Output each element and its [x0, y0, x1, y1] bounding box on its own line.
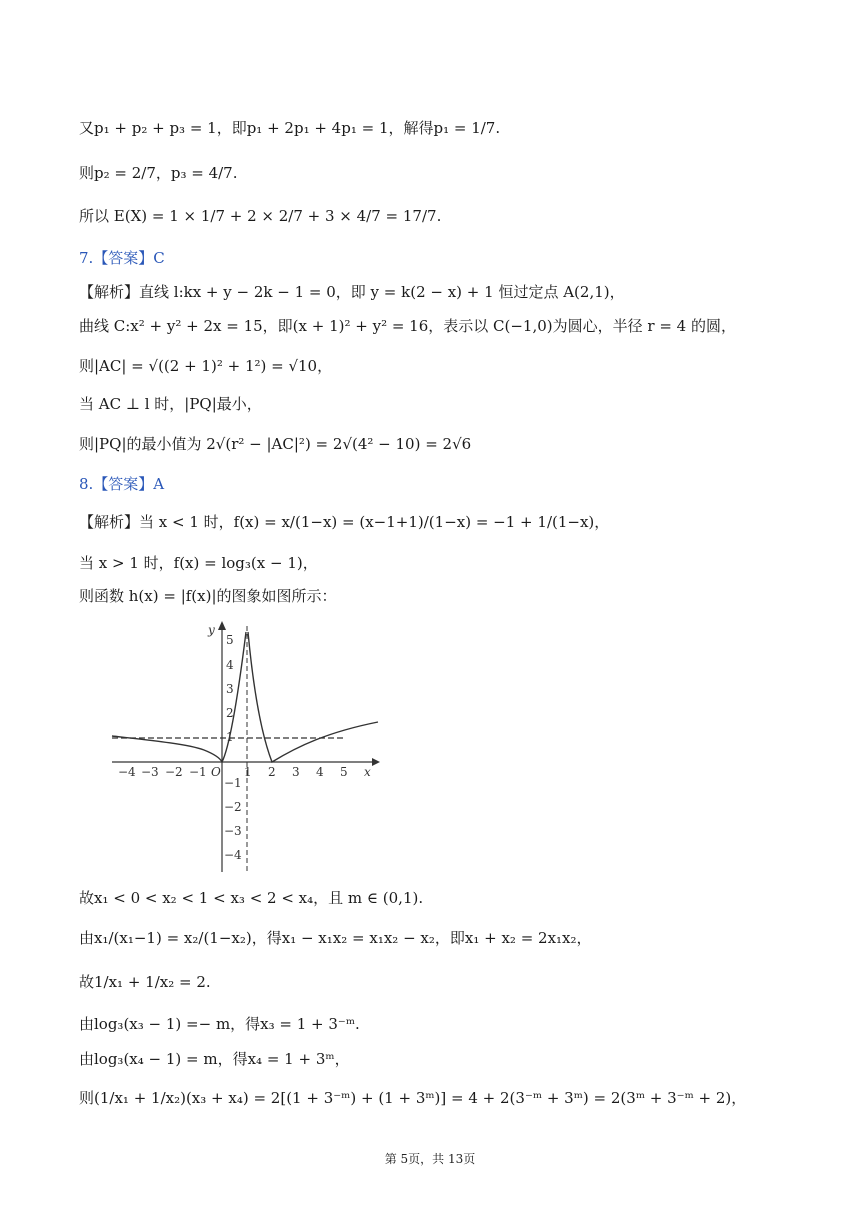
text-line-11: 【解析】当 x < 1 时，f(x) = x/(1−x) = (x−1+1)/(1−x) = −1 + 1/(1−x)， [79, 513, 610, 531]
x-axis-label: x [364, 765, 371, 779]
text-line-3: 所以 E(X) = 1 × 1/7 + 2 × 2/7 + 3 × 4/7 = 17/7. [79, 207, 442, 225]
text-line-17: 由log₃(x₃ − 1) =− m，得x₃ = 1 + 3⁻ᵐ. [79, 1015, 360, 1033]
text-line-15: 由x₁/(x₁−1) = x₂/(1−x₂)，得x₁ − x₁x₂ = x₁x₂ − x₂，即x₁ + x₂ = 2x₁x₂， [79, 929, 592, 947]
text-line-12: 当 x > 1 时，f(x) = log₃(x − 1)， [79, 554, 318, 572]
answer-heading-7: 7.【答案】C [79, 249, 165, 267]
text-line-7: 则|AC| = √((2 + 1)² + 1²) = √10， [79, 357, 333, 375]
y-tick: −1 [224, 776, 242, 790]
y-tick: 2 [226, 706, 234, 720]
text-line-9: 则|PQ|的最小值为 2√(r² − |AC|²) = 2√(4² − 10) = 2√6 [79, 435, 472, 453]
y-tick: 1 [226, 730, 234, 744]
text-line-6: 曲线 C:x² + y² + 2x = 15，即(x + 1)² + y² = 16，表示以 C(−1,0)为圆心，半径 r = 4 的圆， [79, 317, 736, 335]
origin-label: O [211, 765, 221, 779]
x-tick: −3 [141, 765, 159, 779]
y-tick: 4 [226, 658, 234, 672]
x-tick: 4 [316, 765, 324, 779]
y-axis-label: y [208, 623, 215, 637]
y-tick: 5 [226, 633, 234, 647]
x-tick: 5 [340, 765, 348, 779]
y-tick: 3 [226, 682, 234, 696]
text-line-19: 则(1/x₁ + 1/x₂)(x₃ + x₄) = 2[(1 + 3⁻ᵐ) + (1 + 3ᵐ)] = 4 + 2(3⁻ᵐ + 3ᵐ) = 2(3ᵐ + 3⁻ᵐ + 2)， [79, 1089, 747, 1107]
x-tick: −4 [118, 765, 136, 779]
x-tick: 1 [244, 765, 252, 779]
y-tick: −3 [224, 824, 242, 838]
y-tick: −2 [224, 800, 242, 814]
function-graph [108, 616, 384, 876]
text-line-5: 【解析】直线 l:kx + y − 2k − 1 = 0，即 y = k(2 − x) + 1 恒过定点 A(2,1)， [79, 283, 625, 301]
x-tick: 3 [292, 765, 300, 779]
x-tick: 2 [268, 765, 276, 779]
y-axis-arrow [218, 621, 226, 630]
text-line-1: 又p₁ + p₂ + p₃ = 1，即p₁ + 2p₁ + 4p₁ = 1，解得p₁ = 1/7. [79, 119, 501, 137]
page-footer: 第 5页，共 13页 [384, 1152, 476, 1166]
answer-heading-8: 8.【答案】A [79, 475, 165, 493]
curve-right-branch [248, 632, 378, 762]
text-line-16: 故1/x₁ + 1/x₂ = 2. [79, 973, 211, 991]
text-line-8: 当 AC ⊥ l 时，|PQ|最小， [79, 395, 262, 413]
x-tick: −2 [165, 765, 183, 779]
text-line-13: 则函数 h(x) = |f(x)|的图象如图所示： [79, 587, 337, 605]
text-line-18: 由log₃(x₄ − 1) = m，得x₄ = 1 + 3ᵐ， [79, 1050, 350, 1068]
x-axis-arrow [372, 758, 380, 766]
text-line-14: 故x₁ < 0 < x₂ < 1 < x₃ < 2 < x₄，且 m ∈ (0,1). [79, 889, 424, 907]
x-tick: −1 [189, 765, 207, 779]
text-line-2: 则p₂ = 2/7，p₃ = 4/7. [79, 164, 238, 182]
y-tick: −4 [224, 848, 242, 862]
